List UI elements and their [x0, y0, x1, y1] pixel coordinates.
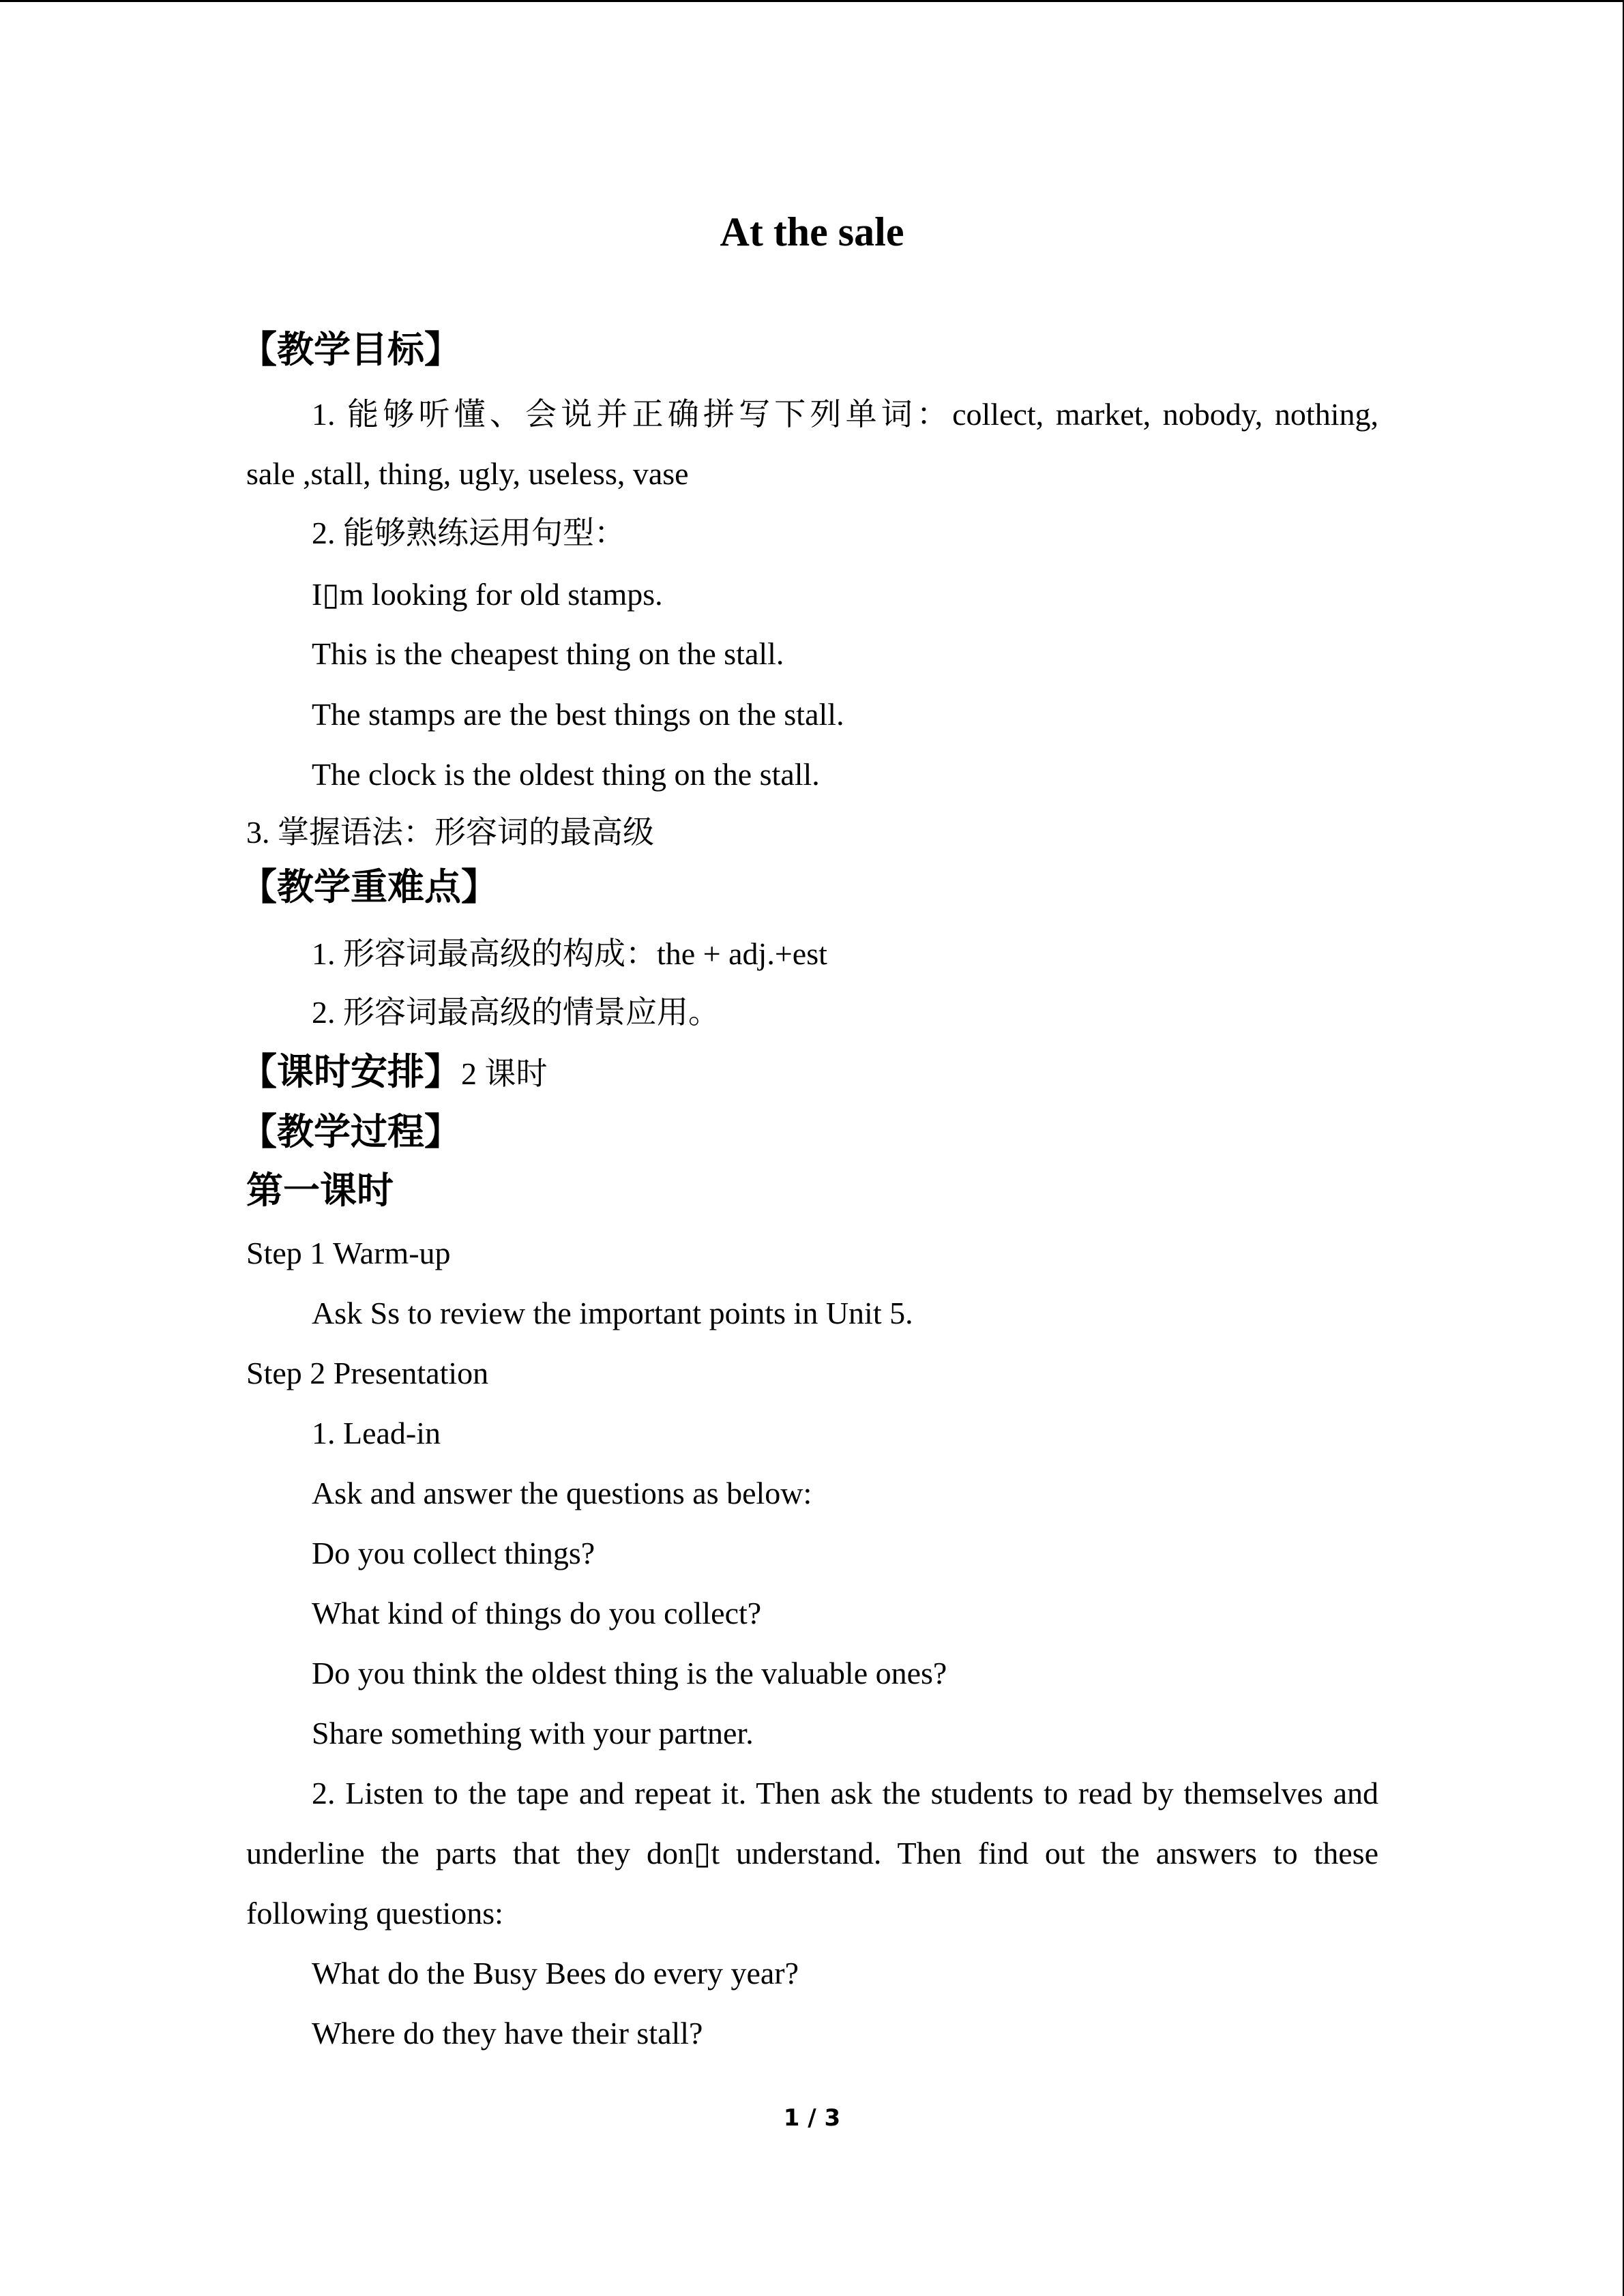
heading-process: 【教学过程】 [240, 1110, 461, 1153]
sentence-3: The stamps are the best things on the stall. [312, 697, 844, 732]
heading-objectives: 【教学目标】 [240, 328, 461, 371]
listen-line-3: following questions: [246, 1896, 503, 1930]
page-title: At the sale [720, 209, 904, 254]
step-2: Step 2 Presentation [246, 1356, 489, 1390]
sentence-1: I▯m looking for old stamps. [312, 577, 663, 612]
listen-line-1: 2. Listen to the tape and repeat it. Then ask the students to read by themselves and [312, 1776, 1378, 1810]
top-border [0, 0, 1624, 2]
lead-in: 1. Lead-in [312, 1416, 441, 1450]
listen-line-2: underline the parts that they don▯t understand. Then find out the answers to these [246, 1836, 1378, 1870]
schedule-value: 2 课时 [461, 1056, 548, 1091]
step-1-text: Ask Ss to review the important points in Unit 5. [312, 1296, 913, 1330]
heading-lesson-1: 第一课时 [246, 1169, 394, 1212]
objective-2: 2. 能够熟练运用句型： [312, 516, 625, 550]
heading-key-points: 【教学重难点】 [240, 865, 498, 908]
heading-schedule [240, 1052, 548, 1094]
key-point-2: 2. 形容词最高级的情景应用。 [312, 995, 720, 1030]
question-4: Share something with your partner. [312, 1716, 754, 1750]
sentence-2: This is the cheapest thing on the stall. [312, 636, 784, 671]
followup-2: Where do they have their stall? [312, 2016, 703, 2051]
key-point-1: 1. 形容词最高级的构成：the + adj.+est [312, 936, 827, 971]
page-number: 1 / 3 [783, 2104, 841, 2132]
objective-1-line-1: 1. 能够听懂、会说并正确拼写下列单词：collect, market, nobody, nothing, [312, 397, 1378, 432]
objective-1-line-2: sale ,stall, thing, ugly, useless, vase [246, 456, 689, 491]
schedule-label: 【课时安排】 [240, 1050, 461, 1093]
question-3: Do you think the oldest thing is the valuable ones? [312, 1656, 947, 1690]
ask-answer: Ask and answer the questions as below: [312, 1476, 812, 1510]
sentence-4: The clock is the oldest thing on the stall. [312, 757, 820, 792]
objective-3: 3. 掌握语法：形容词的最高级 [246, 815, 654, 850]
followup-1: What do the Busy Bees do every year? [312, 1956, 799, 1991]
step-1: Step 1 Warm-up [246, 1236, 451, 1270]
question-2: What kind of things do you collect? [312, 1596, 762, 1630]
question-1: Do you collect things? [312, 1536, 595, 1570]
